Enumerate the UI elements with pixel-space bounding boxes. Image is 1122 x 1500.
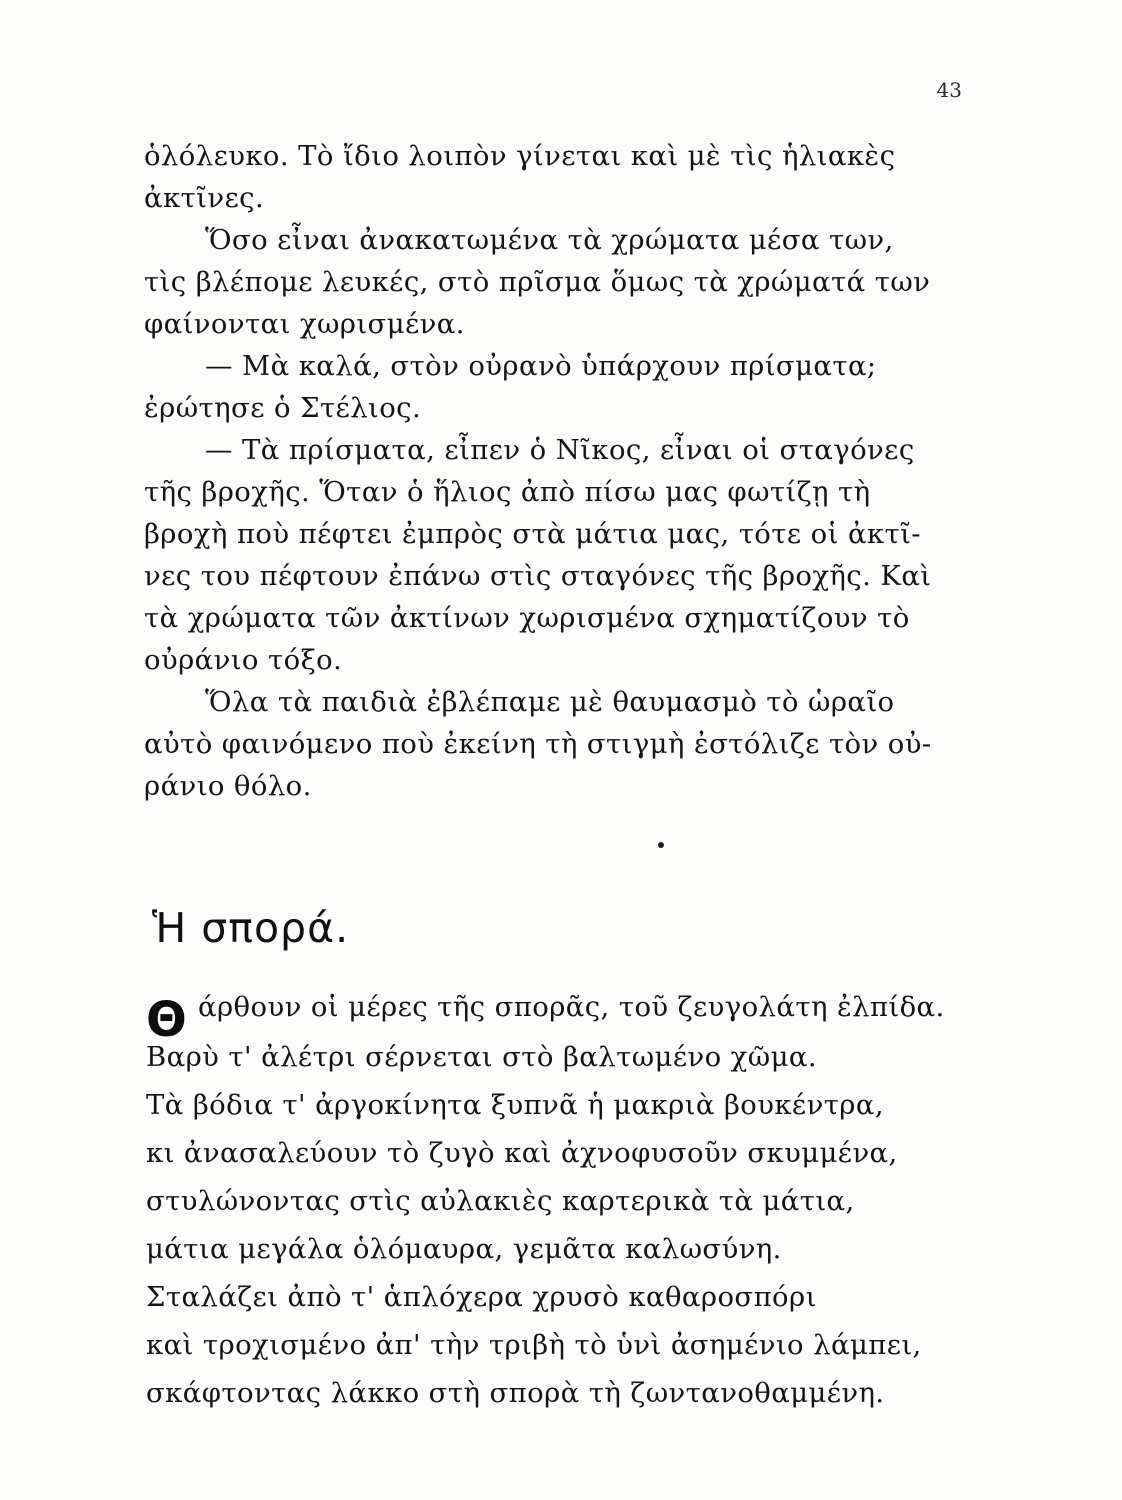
poem-line: Σταλάζει ἀπὸ τ' ἁπλόχερα χρυσὸ καθαροσπόρι: [146, 1281, 817, 1313]
paragraph-line: φαίνονται χωρισμένα.: [144, 308, 465, 340]
poem-line: Βαρὺ τ' ἀλέτρι σέρνεται στὸ βαλτωμένο χῶμα.: [146, 1041, 817, 1073]
paragraph-line: νες του πέφτουν ἐπάνω στὶς σταγόνες τῆς βροχῆς. Καὶ: [144, 560, 932, 592]
paragraph-line: τὶς βλέπομε λευκές, στὸ πρῖσμα ὅμως τὰ χρώματά των: [144, 266, 931, 298]
paragraph-line: αὐτὸ φαινόμενο ποὺ ἐκείνη τὴ στιγμὴ ἐστόλιζε τὸν οὐ-: [144, 728, 932, 760]
paragraph-line: — Τὰ πρίσματα, εἶπεν ὁ Νῖκος, εἶναι οἱ σταγόνες: [205, 434, 915, 466]
paragraph-line: τῆς βροχῆς. Ὅταν ὁ ἥλιος ἀπὸ πίσω μας φωτίζῃ τὴ: [144, 476, 871, 508]
poem-line: κι ἀνασαλεύουν τὸ ζυγὸ καὶ ἀχνοφυσοῦν σκυμμένα,: [146, 1137, 898, 1169]
paragraph-line: οὐράνιο τόξο.: [144, 644, 343, 676]
paragraph-line: ἀκτῖνες.: [144, 182, 265, 214]
page-number: 43: [936, 78, 962, 102]
poem-line: μάτια μεγάλα ὁλόμαυρα, γεμᾶτα καλωσύνη.: [146, 1233, 782, 1265]
section-heading: Ἡ σπορά.: [152, 904, 350, 952]
poem-first-line: άρθουν οἱ μέρες τῆς σπορᾶς, τοῦ ζευγολάτη ἐλπίδα.: [198, 991, 945, 1023]
paragraph-line: ὁλόλευκο. Τὸ ἴδιο λοιπὸν γίνεται καὶ μὲ τὶς ἡλιακὲς: [144, 140, 896, 172]
poem-drop-cap: Θ: [146, 992, 187, 1048]
paragraph-line: Ὅλα τὰ παιδιὰ ἐβλέπαμε μὲ θαυμασμὸ τὸ ὡραῖο: [205, 686, 895, 718]
paragraph-line: Ὅσο εἶναι ἀνακατωμένα τὰ χρώματα μέσα των,: [205, 224, 894, 256]
paragraph-line: ράνιο θόλο.: [144, 770, 312, 802]
paragraph-line: βροχὴ ποὺ πέφτει ἐμπρὸς στὰ μάτια μας, τότε οἱ ἀκτῖ-: [144, 518, 921, 550]
separator-dot: [658, 842, 664, 848]
paragraph-line: ἐρώτησε ὁ Στέλιος.: [144, 392, 422, 424]
poem-line: καὶ τροχισμένο ἀπ' τὴν τριβὴ τὸ ὑνὶ ἀσημένιο λάμπει,: [146, 1329, 922, 1361]
poem-line: Τὰ βόδια τ' ἀργοκίνητα ξυπνᾶ ἡ μακριὰ βουκέντρα,: [146, 1089, 884, 1121]
poem-line: στυλώνοντας στὶς αὐλακιὲς καρτερικὰ τὰ μάτια,: [146, 1185, 855, 1217]
paragraph-line: τὰ χρώματα τῶν ἀκτίνων χωρισμένα σχηματίζουν τὸ: [144, 602, 910, 634]
poem-line: σκάφτοντας λάκκο στὴ σπορὰ τὴ ζωντανοθαμμένη.: [146, 1377, 885, 1409]
paragraph-line: — Μὰ καλά, στὸν οὐρανὸ ὑπάρχουν πρίσματα;: [205, 350, 877, 382]
